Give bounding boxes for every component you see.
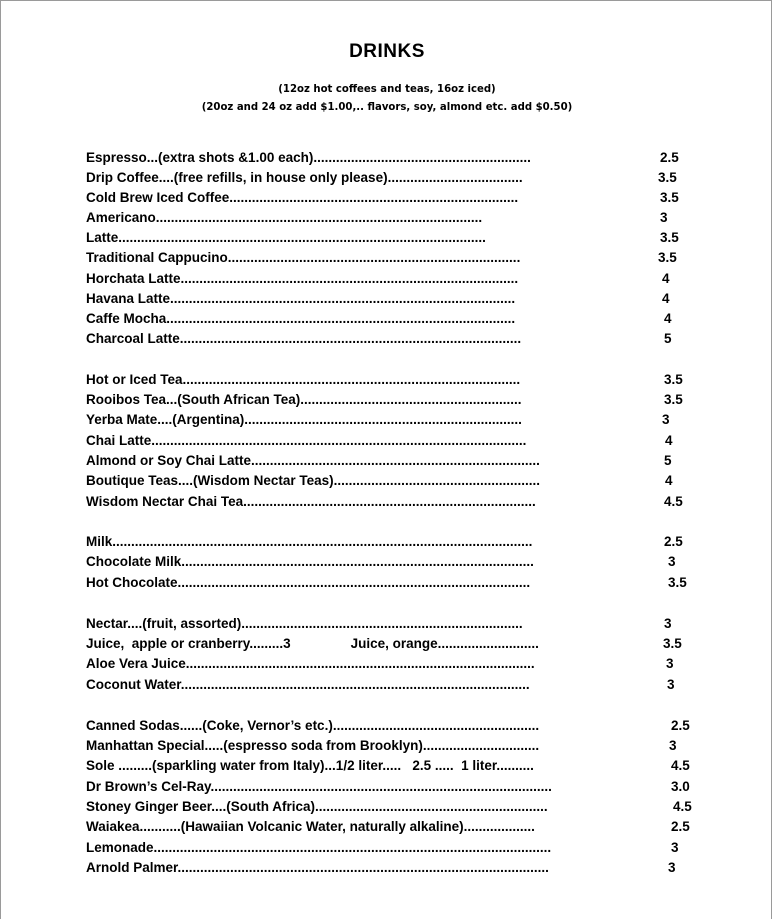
item-price: 3.5 — [660, 190, 679, 205]
item-name: Chocolate Milk.............................................................................................. — [86, 554, 534, 569]
item-name: Hot Chocolate.............................................................................................. — [86, 575, 531, 590]
item-price: 3 — [660, 210, 668, 225]
item-price: 3.5 — [668, 575, 687, 590]
item-name: Coconut Water............................................................................................. — [86, 677, 530, 692]
item-name: Boutique Teas....(Wisdom Nectar Teas)....................................................... — [86, 473, 540, 488]
item-price: 4 — [662, 271, 670, 286]
item-price: 2.5 — [671, 819, 690, 834]
item-price: 3 — [662, 412, 670, 427]
item-name: Nectar....(fruit, assorted)........................................................................... — [86, 616, 523, 631]
item-price: 2.5 — [664, 534, 683, 549]
item-name: Americano....................................................................................... — [86, 210, 483, 225]
item-name: Wisdom Nectar Chai Tea.............................................................................. — [86, 494, 536, 509]
item-name: Canned Sodas......(Coke, Vernor’s etc.)....................................................... — [86, 718, 540, 733]
item-price: 4 — [665, 473, 673, 488]
item-price: 3 — [666, 656, 674, 671]
item-price: 3.0 — [671, 779, 690, 794]
item-price: 3 — [668, 860, 676, 875]
item-price: 3 — [668, 554, 676, 569]
item-name: Cold Brew Iced Coffee............................................................................. — [86, 190, 519, 205]
item-price: 3 — [664, 616, 672, 631]
item-price: 2.5 — [660, 150, 679, 165]
item-name: Rooibos Tea...(South African Tea)........................................................... — [86, 392, 522, 407]
item-name: Yerba Mate....(Argentina).......................................................................... — [86, 412, 522, 427]
item-name: Hot or Iced Tea.......................................................................................... — [86, 372, 521, 387]
item-name: Espresso...(extra shots &1.00 each).......................................................... — [86, 150, 531, 165]
item-price: 3.5 — [660, 230, 679, 245]
item-price: 3.5 — [664, 392, 683, 407]
item-name: Dr Brown’s Cel-Ray........................................................................................... — [86, 779, 552, 794]
item-name: Manhattan Special.....(espresso soda from Brooklyn)............................... — [86, 738, 540, 753]
item-name: Aloe Vera Juice............................................................................................. — [86, 656, 535, 671]
item-name: Horchata Latte.......................................................................................... — [86, 271, 519, 286]
item-name: Almond or Soy Chai Latte............................................................................. — [86, 453, 540, 468]
item-price: 3 — [667, 677, 675, 692]
item-price: 3.5 — [664, 372, 683, 387]
item-price: 4.5 — [673, 799, 692, 814]
item-price: 2.5 — [671, 718, 690, 733]
item-name: Drip Coffee....(free refills, in house only please).................................... — [86, 170, 523, 185]
item-price: 3 — [671, 840, 679, 855]
addon-note: (20oz and 24 oz add $1.00,.. flavors, soy, almond etc. add $0.50) — [201, 100, 573, 113]
size-note: (12oz hot coffees and teas, 16oz iced) — [278, 82, 496, 95]
item-name: Caffe Mocha............................................................................................. — [86, 311, 516, 326]
item-price: 5 — [664, 331, 672, 346]
item-name: Chai Latte.................................................................................................... — [86, 433, 527, 448]
item-name: Arnold Palmer................................................................................................... — [86, 860, 549, 875]
item-price: 5 — [664, 453, 672, 468]
item-price: 3.5 — [663, 636, 682, 651]
item-name: Lemonade.......................................................................................................... — [86, 840, 552, 855]
item-name: Juice, apple or cranberry.........3 Juice, orange........................... — [86, 636, 539, 651]
item-price: 4.5 — [664, 494, 683, 509]
item-price: 4 — [664, 311, 672, 326]
item-name: Havana Latte............................................................................................ — [86, 291, 516, 306]
item-price: 4.5 — [671, 758, 690, 773]
item-price: 3.5 — [658, 250, 677, 265]
item-name: Waiakea...........(Hawaiian Volcanic Water, naturally alkaline)................... — [86, 819, 535, 834]
item-price: 4 — [662, 291, 670, 306]
item-price: 3.5 — [658, 170, 677, 185]
item-price: 4 — [665, 433, 673, 448]
item-name: Latte.................................................................................................. — [86, 230, 486, 245]
page-title: DRINKS — [349, 41, 425, 62]
item-price: 3 — [669, 738, 677, 753]
item-name: Milk................................................................................................................ — [86, 534, 533, 549]
item-name: Charcoal Latte........................................................................................... — [86, 331, 522, 346]
item-name: Sole .........(sparkling water from Italy)...1/2 liter..... 2.5 ..... 1 liter.......... — [86, 758, 534, 773]
item-name: Stoney Ginger Beer....(South Africa).............................................................. — [86, 799, 548, 814]
item-name: Traditional Cappucino.............................................................................. — [86, 250, 521, 265]
